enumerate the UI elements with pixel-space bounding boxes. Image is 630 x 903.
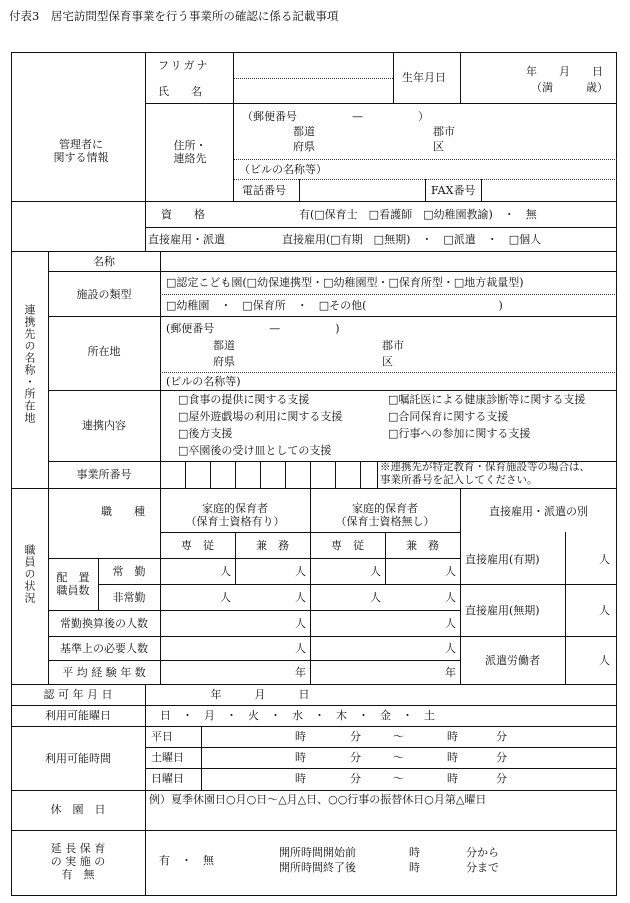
unit-person: 人 <box>295 642 306 655</box>
age-field: （満 歳） <box>531 81 608 94</box>
minute-unit: 分 <box>350 751 361 764</box>
unit-person: 人 <box>599 654 610 667</box>
hour-unit: 時 <box>295 751 306 764</box>
minute-unit: 分 <box>496 772 507 785</box>
unit-person: 人 <box>445 642 456 655</box>
content-label: 連携内容 <box>82 419 126 432</box>
employment-value: 直接雇用(□有期 □無期) ・ □派遣 ・ □個人 <box>282 233 542 246</box>
birthdate-label: 生年月日 <box>402 71 446 84</box>
fulltime-header: 専 従 <box>181 539 214 552</box>
regular-label: 常 勤 <box>112 565 146 578</box>
minute-unit: 分 <box>496 751 507 764</box>
facility-type-row-1: □認定こども園(□幼保連携型・□幼稚園型・□保育所型・□地方裁量型) <box>166 276 524 289</box>
content-item: □合同保育に関する支援 <box>388 410 509 423</box>
manager-pref-1: 都道 <box>293 125 315 138</box>
holiday-label: 休 園 日 <box>50 803 106 816</box>
range-separator: 〜 <box>393 751 404 764</box>
manager-section-label: 管理者に 関する情報 <box>53 138 109 164</box>
parttime-header: 兼 務 <box>406 539 439 552</box>
address-label: 住所・ 連絡先 <box>173 139 207 165</box>
partner-section-label: 連携先の名称・所在地 <box>23 304 36 424</box>
hours-row-weekday: 平日 <box>151 730 173 743</box>
job-type-label: 職 種 <box>101 505 145 518</box>
approval-date-value: 年 月 日 <box>210 688 310 701</box>
content-item: □卒園後の受け皿としての支援 <box>178 444 332 457</box>
unit-person: 人 <box>220 591 231 604</box>
experience-label: 平 均 経 験 年 数 <box>62 666 146 679</box>
range-separator: 〜 <box>393 730 404 743</box>
approval-date-label: 認 可 年 月 日 <box>43 688 113 701</box>
unit-person: 人 <box>445 565 456 578</box>
unit-person: 人 <box>599 604 610 617</box>
col-employment-header: 直接雇用・派遣の別 <box>489 505 588 518</box>
facility-type-label: 施設の類型 <box>76 288 132 301</box>
direct-indefinite-label: 直接雇用(無期) <box>465 604 540 617</box>
unit-person: 人 <box>445 591 456 604</box>
content-item: □食事の提供に関する支援 <box>178 393 310 406</box>
partner-postal: (郵便番号 — ) <box>166 322 340 335</box>
partner-city-1: 郡市 <box>382 339 404 352</box>
dispatch-label: 派遣労働者 <box>485 654 540 667</box>
placement-label: 配 置 職員数 <box>56 571 90 597</box>
converted-label: 常勤換算後の人数 <box>60 617 148 630</box>
form-table <box>11 52 617 896</box>
extended-from: 分から <box>466 846 499 859</box>
extended-care-label: 延 長 保 育 の 実 施 の 有 無 <box>50 842 106 881</box>
fax-label: FAX番号 <box>431 184 476 197</box>
unit-year: 年 <box>295 666 306 679</box>
manager-city-2: 区 <box>433 140 444 153</box>
qualification-label: 資 格 <box>161 208 205 221</box>
partner-city-2: 区 <box>382 355 393 368</box>
unit-person: 人 <box>220 565 231 578</box>
hour-unit: 時 <box>295 772 306 785</box>
unit-year: 年 <box>445 666 456 679</box>
hour-unit: 時 <box>447 730 458 743</box>
unit-person: 人 <box>599 553 610 566</box>
direct-fixed-label: 直接雇用(有期) <box>465 553 540 566</box>
hour-unit: 時 <box>409 846 420 859</box>
office-number-note: ※連携先が特定教育・保育施設等の場合は、 事業所番号を記入してください。 <box>380 461 590 486</box>
partner-name-label: 名称 <box>93 255 115 268</box>
minute-unit: 分 <box>496 730 507 743</box>
unit-person: 人 <box>370 591 381 604</box>
form-title: 付表3 居宅訪問型保育事業を行う事業所の確認に係る記載事項 <box>9 9 339 23</box>
unit-person: 人 <box>370 565 381 578</box>
extended-until: 分まで <box>466 861 499 874</box>
fulltime-header: 専 従 <box>331 539 364 552</box>
unit-person: 人 <box>445 617 456 630</box>
minute-unit: 分 <box>350 772 361 785</box>
holiday-example: 例）夏季休園日○月○日〜△月△日、○○行事の振替休日○月第△曜日 <box>149 793 487 806</box>
hour-unit: 時 <box>447 772 458 785</box>
employment-label: 直接雇用・派遣 <box>148 233 225 246</box>
content-item: □屋外遊戯場の利用に関する支援 <box>178 410 343 423</box>
phone-label: 電話番号 <box>242 184 286 197</box>
staff-section-label: 職員の状況 <box>23 544 36 604</box>
partner-building: (ビルの名称等) <box>166 375 241 388</box>
facility-type-row-2: □幼稚園 ・ □保育所 ・ □その他( ) <box>166 299 503 312</box>
hour-unit: 時 <box>295 730 306 743</box>
extended-care-yes-no: 有 ・ 無 <box>159 854 214 867</box>
extended-before-label: 開所時間開始前 <box>279 846 356 859</box>
required-label: 基準上の必要人数 <box>60 642 148 655</box>
office-number-label: 事業所番号 <box>76 468 132 481</box>
unit-person: 人 <box>295 617 306 630</box>
furigana-label: フリガナ <box>158 59 210 72</box>
partner-pref-1: 都道 <box>213 339 235 352</box>
name-label: 氏 名 <box>158 85 202 98</box>
partner-pref-2: 府県 <box>213 355 235 368</box>
content-item: □行事への参加に関する支援 <box>388 427 531 440</box>
col-unqualified-header: 家庭的保育者 （保育士資格無し） <box>335 502 435 528</box>
extended-after-label: 開所時間終了後 <box>279 861 356 874</box>
manager-city-1: 郡市 <box>433 125 455 138</box>
unit-person: 人 <box>295 591 306 604</box>
range-separator: 〜 <box>393 772 404 785</box>
unit-person: 人 <box>295 565 306 578</box>
content-item: □嘱託医による健康診断等に関する支援 <box>388 393 586 406</box>
manager-pref-2: 府県 <box>293 140 315 153</box>
manager-building: （ビルの名称等） <box>239 163 327 176</box>
nonregular-label: 非常勤 <box>112 591 146 604</box>
hour-unit: 時 <box>409 861 420 874</box>
col-qualified-header: 家庭的保育者 （保育士資格有り） <box>185 502 285 528</box>
manager-postal: （郵便番号 — ） <box>242 110 429 123</box>
available-days-value: 日 ・ 月 ・ 火 ・ 水 ・ 木 ・ 金 ・ 土 <box>160 709 435 722</box>
content-item: □後方支援 <box>178 427 233 440</box>
location-label: 所在地 <box>87 345 121 358</box>
minute-unit: 分 <box>350 730 361 743</box>
available-days-label: 利用可能曜日 <box>45 709 111 722</box>
parttime-header: 兼 務 <box>256 539 289 552</box>
hours-row-saturday: 土曜日 <box>151 751 184 764</box>
available-hours-label: 利用可能時間 <box>45 752 111 765</box>
hour-unit: 時 <box>447 751 458 764</box>
hours-row-sunday: 日曜日 <box>151 772 184 785</box>
qualification-value: 有(□保育士 □看護師 □幼稚園教諭) ・ 無 <box>299 208 537 221</box>
birth-ymd: 年 月 日 <box>526 65 603 78</box>
